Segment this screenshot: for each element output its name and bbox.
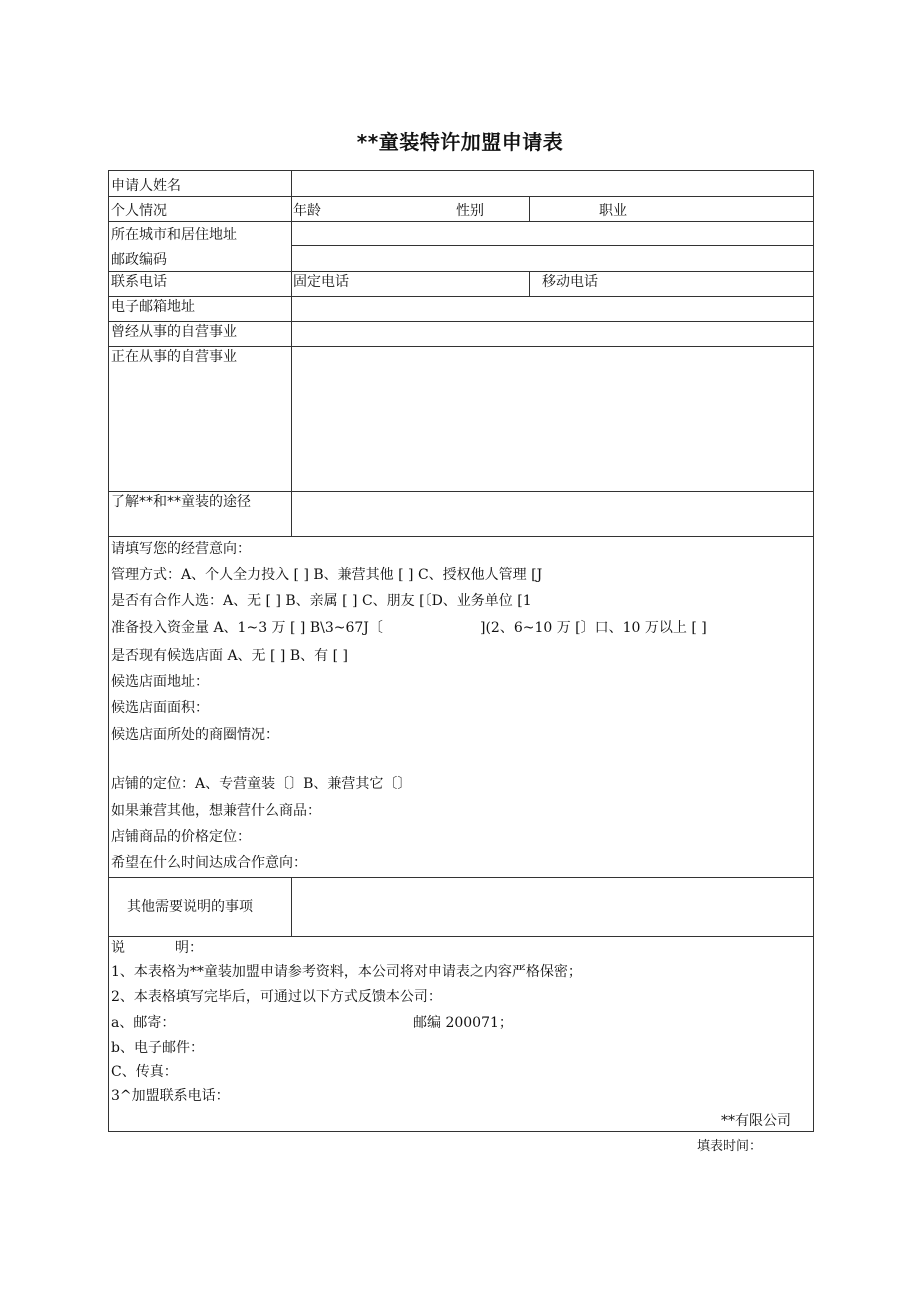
partner-option: 是否有合作人选：A、无 [ ] B、亲属 [ ] C、朋友 [〔D、业务单位 [1 xyxy=(111,593,532,609)
landline-label: 固定电话 xyxy=(293,274,349,290)
applicant-name-label: 申请人姓名 xyxy=(111,178,181,194)
row-divider xyxy=(109,491,813,492)
note-email: b、电子邮件： xyxy=(111,1040,204,1056)
row-divider xyxy=(109,877,813,878)
note-fax: C、传真： xyxy=(111,1064,178,1080)
current-business-label: 正在从事的自营事业 xyxy=(111,349,237,365)
note-line-1: 1、本表格为**童装加盟申请参考资料，本公司将对申请表之内容严格保密； xyxy=(111,964,582,980)
column-divider xyxy=(291,171,292,536)
other-matters-label: 其他需要说明的事项 xyxy=(127,899,253,915)
company-name: **有限公司 xyxy=(721,1113,791,1129)
application-form xyxy=(108,170,814,1132)
row-divider xyxy=(109,221,813,222)
notes-heading-b: 明： xyxy=(175,940,203,956)
page-title: **童装特许加盟申请表 xyxy=(356,130,564,154)
column-divider xyxy=(529,271,530,296)
past-business-label: 曾经从事的自营事业 xyxy=(111,324,237,340)
capital-option: 准备投入资金量 A、1~3 万 [ ] B\3~67J〔 xyxy=(111,620,383,636)
other-goods: 如果兼营其他，想兼营什么商品： xyxy=(111,803,321,819)
row-divider xyxy=(109,196,813,197)
row-divider xyxy=(109,296,813,297)
age-label: 年龄 xyxy=(293,203,321,219)
occupation-label: 职业 xyxy=(599,203,627,219)
price-position: 店铺商品的价格定位： xyxy=(111,829,251,845)
row-divider xyxy=(291,245,813,246)
column-divider xyxy=(529,196,530,221)
notes-heading-a: 说 xyxy=(111,940,125,956)
gender-label: 性别 xyxy=(456,203,484,219)
note-hotline: 3^加盟联系电话： xyxy=(111,1088,230,1104)
store-candidate: 是否现有候选店面 A、无 [ ] B、有 [ ] xyxy=(111,648,348,664)
note-mail: a、邮寄： xyxy=(111,1015,176,1031)
row-divider xyxy=(109,271,813,272)
intent-heading: 请填写您的经营意向： xyxy=(111,541,251,557)
email-label: 电子邮箱地址 xyxy=(111,299,195,315)
postal-code-label: 邮政编码 xyxy=(111,252,167,268)
phone-label: 联系电话 xyxy=(111,274,167,290)
city-address-label: 所在城市和居住地址 xyxy=(111,227,237,243)
note-line-2: 2、本表格填写完毕后，可通过以下方式反馈本公司： xyxy=(111,989,442,1005)
management-mode: 管理方式：A、个人全力投入 [ ] B、兼营其他 [ ] C、授权他人管理 [J xyxy=(111,567,543,583)
fill-time-label: 填表时间： xyxy=(697,1139,763,1154)
row-divider xyxy=(109,536,813,537)
cooperation-timeline: 希望在什么时间达成合作意向： xyxy=(111,855,307,871)
capital-option-cont: ](2、6~10 万 [〕口、10 万以上 [ ] xyxy=(480,620,707,636)
personal-info-label: 个人情况 xyxy=(111,203,167,219)
how-learned-label: 了解**和**童装的途径 xyxy=(111,494,251,510)
business-circle: 候选店面所处的商圈情况： xyxy=(111,727,279,743)
note-postcode: 邮编 200071； xyxy=(413,1015,513,1031)
store-area: 候选店面面积： xyxy=(111,700,209,716)
row-divider xyxy=(109,936,813,937)
row-divider xyxy=(109,321,813,322)
mobile-label: 移动电话 xyxy=(542,274,598,290)
column-divider xyxy=(291,877,292,936)
store-address: 候选店面地址： xyxy=(111,674,209,690)
store-positioning: 店铺的定位：A、专营童装〔〕B、兼营其它〔〕 xyxy=(111,776,412,792)
row-divider xyxy=(109,346,813,347)
